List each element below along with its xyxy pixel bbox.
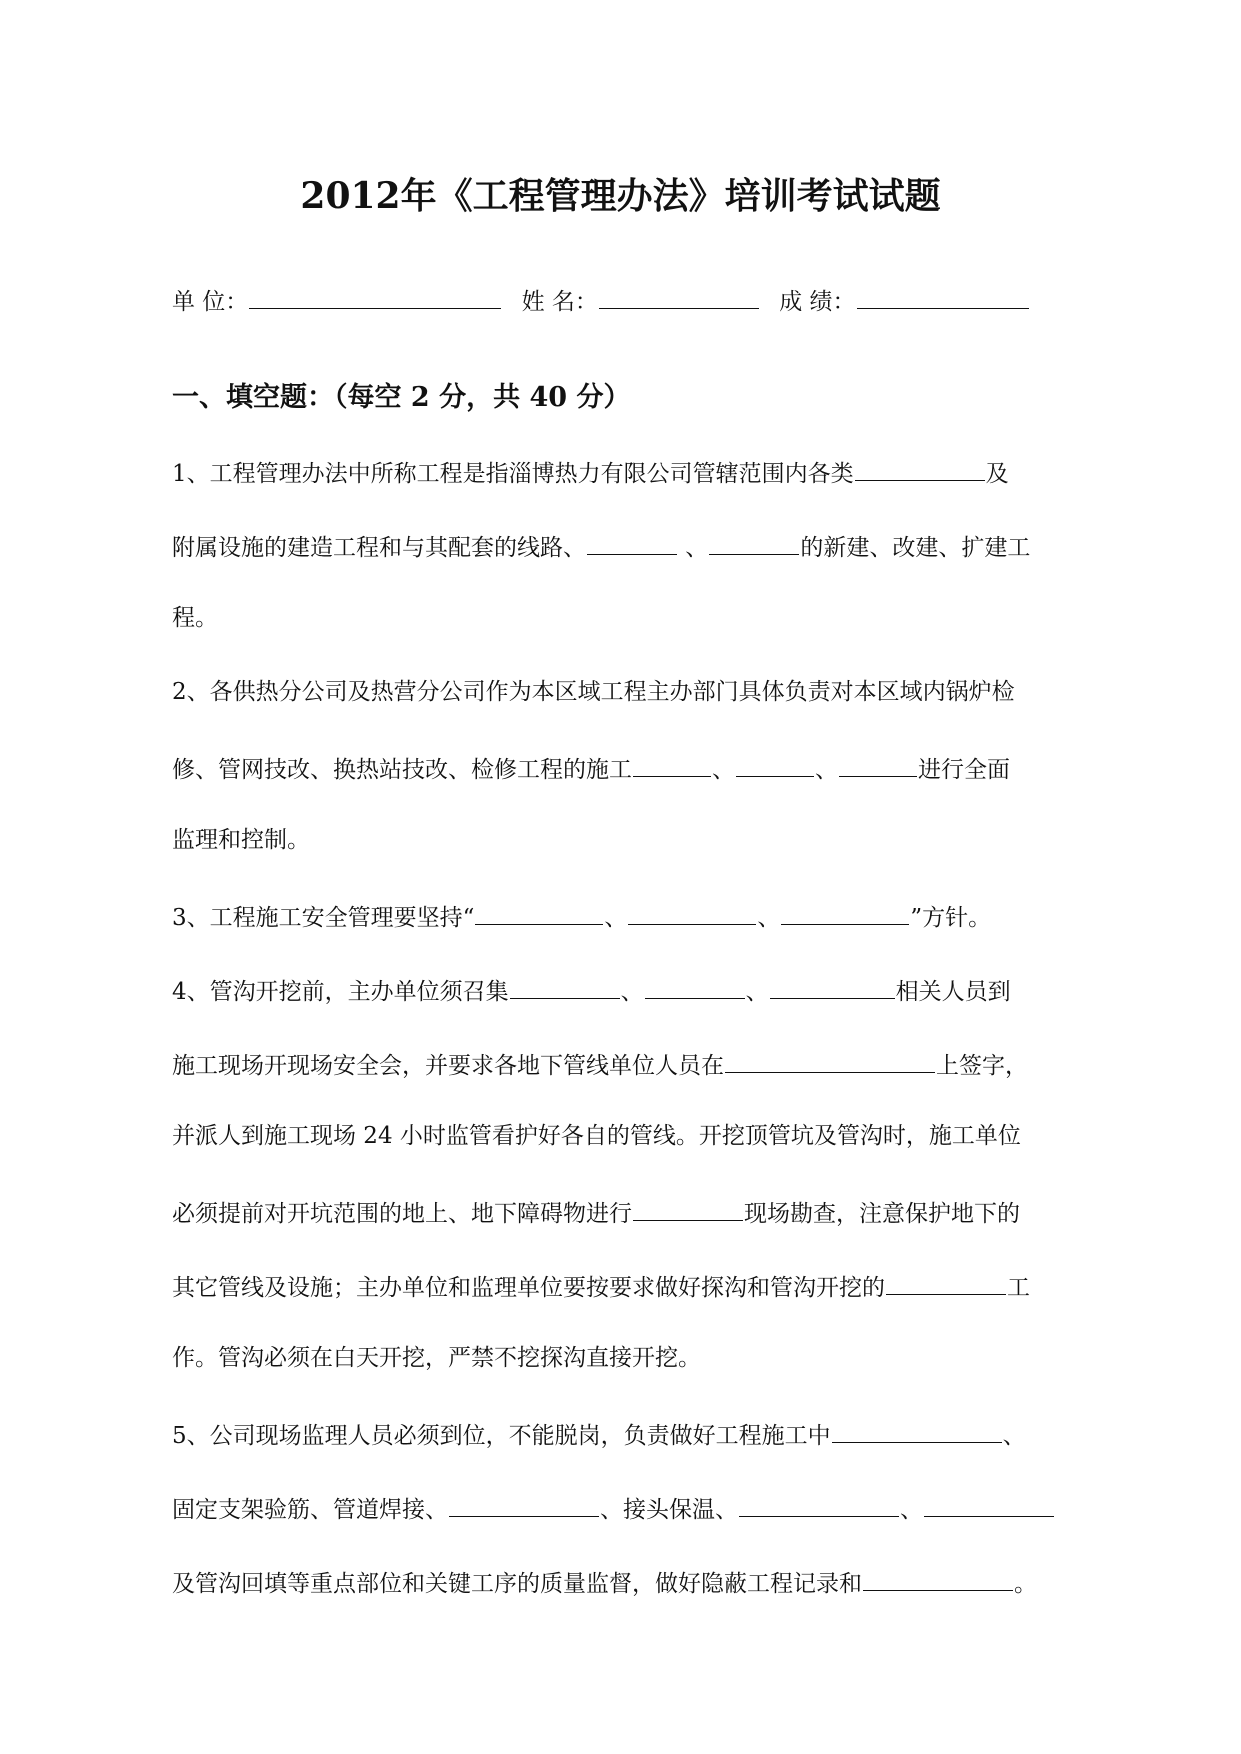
q3-blank-1[interactable]: [475, 896, 603, 925]
q5-text: 、: [900, 1497, 923, 1523]
q1-blank-2[interactable]: [587, 526, 677, 555]
q4-blank-3[interactable]: [770, 970, 895, 999]
unit-blank[interactable]: [249, 280, 501, 309]
question-4-line-6: 作。管沟必须在白天开挖，严禁不挖探沟直接开挖。: [172, 1345, 701, 1371]
q3-text: 3、工程施工安全管理要坚持“: [172, 905, 475, 931]
unit-label: 单 位：: [172, 289, 249, 315]
q3-separator: 、: [604, 905, 628, 931]
q1-text: 及: [985, 461, 1009, 487]
q4-separator: 、: [620, 979, 644, 1005]
q4-text: 相关人员到: [895, 979, 1011, 1005]
question-3-line-1: [172, 896, 1092, 936]
q4-blank-6[interactable]: [886, 1266, 1006, 1295]
q5-blank-3[interactable]: [739, 1488, 899, 1517]
q4-text: 施工现场开现场安全会，并要求各地下管线单位人员在: [172, 1053, 724, 1079]
q5-text: 、接头保温、: [600, 1497, 738, 1523]
page-title: 2012年《工程管理办法》培训考试试题: [300, 175, 941, 217]
q4-blank-2[interactable]: [645, 970, 745, 999]
question-2-line-2: [172, 748, 1092, 788]
q4-blank-1[interactable]: [510, 970, 620, 999]
q4-text: 上签字，: [936, 1053, 1028, 1079]
q1-text: 附属设施的建造工程和与其配套的线路、: [172, 535, 586, 561]
question-4-line-4: [172, 1192, 1092, 1232]
question-1-line-3: 程。: [172, 605, 218, 631]
q2-separator: 、: [712, 757, 735, 783]
q4-text: 必须提前对开坑范围的地上、地下障碍物进行: [172, 1201, 632, 1227]
q3-text: ”方针。: [910, 905, 992, 931]
q1-text: 、: [678, 535, 709, 561]
question-5-line-3: [172, 1562, 1092, 1602]
q4-text: 工: [1007, 1275, 1030, 1301]
question-1-line-1: [172, 452, 1092, 492]
q1-blank-3[interactable]: [709, 526, 799, 555]
question-2-line-1: 2、各供热分公司及热营分公司作为本区域工程主办部门具体负责对本区域内锅炉检: [172, 679, 1015, 705]
q4-text: 4、管沟开挖前，主办单位须召集: [172, 979, 509, 1005]
question-5-line-1: [172, 1414, 1092, 1454]
q4-text: 现场勘查，注意保护地下的: [744, 1201, 1020, 1227]
question-4-line-5: [172, 1266, 1092, 1306]
q1-blank-1[interactable]: [855, 452, 985, 481]
q4-blank-5[interactable]: [633, 1192, 743, 1221]
q5-blank-1[interactable]: [832, 1414, 1002, 1443]
q3-blank-2[interactable]: [628, 896, 756, 925]
q4-separator: 、: [745, 979, 769, 1005]
q5-blank-5[interactable]: [863, 1562, 1013, 1591]
question-4-line-1: [172, 970, 1092, 1010]
name-blank[interactable]: [599, 280, 759, 309]
q2-blank-3[interactable]: [839, 748, 917, 777]
q5-blank-4[interactable]: [924, 1488, 1054, 1517]
q2-separator: 、: [815, 757, 838, 783]
q1-text: 1、工程管理办法中所称工程是指淄博热力有限公司管辖范围内各类: [172, 461, 854, 487]
q5-text: 固定支架验筋、管道焊接、: [172, 1497, 448, 1523]
question-5-line-2: [172, 1488, 1092, 1528]
section-heading: 一、填空题：（每空 2 分，共 40 分）: [172, 382, 631, 413]
q5-text: 5、公司现场监理人员必须到位，不能脱岗，负责做好工程施工中: [172, 1423, 831, 1449]
header-fields: [172, 280, 1092, 320]
score-blank[interactable]: [857, 280, 1029, 309]
name-label: 姓 名：: [521, 289, 598, 315]
q5-text: 及管沟回填等重点部位和关键工序的质量监督，做好隐蔽工程记录和: [172, 1571, 862, 1597]
q2-blank-2[interactable]: [736, 748, 814, 777]
q4-text: 其它管线及设施；主办单位和监理单位要按要求做好探沟和管沟开挖的: [172, 1275, 885, 1301]
q4-blank-4[interactable]: [725, 1044, 935, 1073]
q5-text: 、: [1002, 1423, 1026, 1449]
q5-blank-2[interactable]: [449, 1488, 599, 1517]
q2-text: 修、管网技改、换热站技改、检修工程的施工: [172, 757, 632, 783]
q3-separator: 、: [757, 905, 781, 931]
question-1-line-2: [172, 526, 1092, 566]
q1-text: 的新建、改建、扩建工: [800, 535, 1031, 561]
q3-blank-3[interactable]: [781, 896, 909, 925]
q2-text: 进行全面: [918, 757, 1010, 783]
score-label: 成 绩：: [779, 289, 856, 315]
question-4-line-2: [172, 1044, 1092, 1084]
question-2-line-3: 监理和控制。: [172, 827, 310, 853]
q2-blank-1[interactable]: [633, 748, 711, 777]
question-4-line-3: 并派人到施工现场 24 小时监管看护好各自的管线。开挖顶管坑及管沟时，施工单位: [172, 1123, 1021, 1149]
q5-text: 。: [1014, 1571, 1037, 1597]
